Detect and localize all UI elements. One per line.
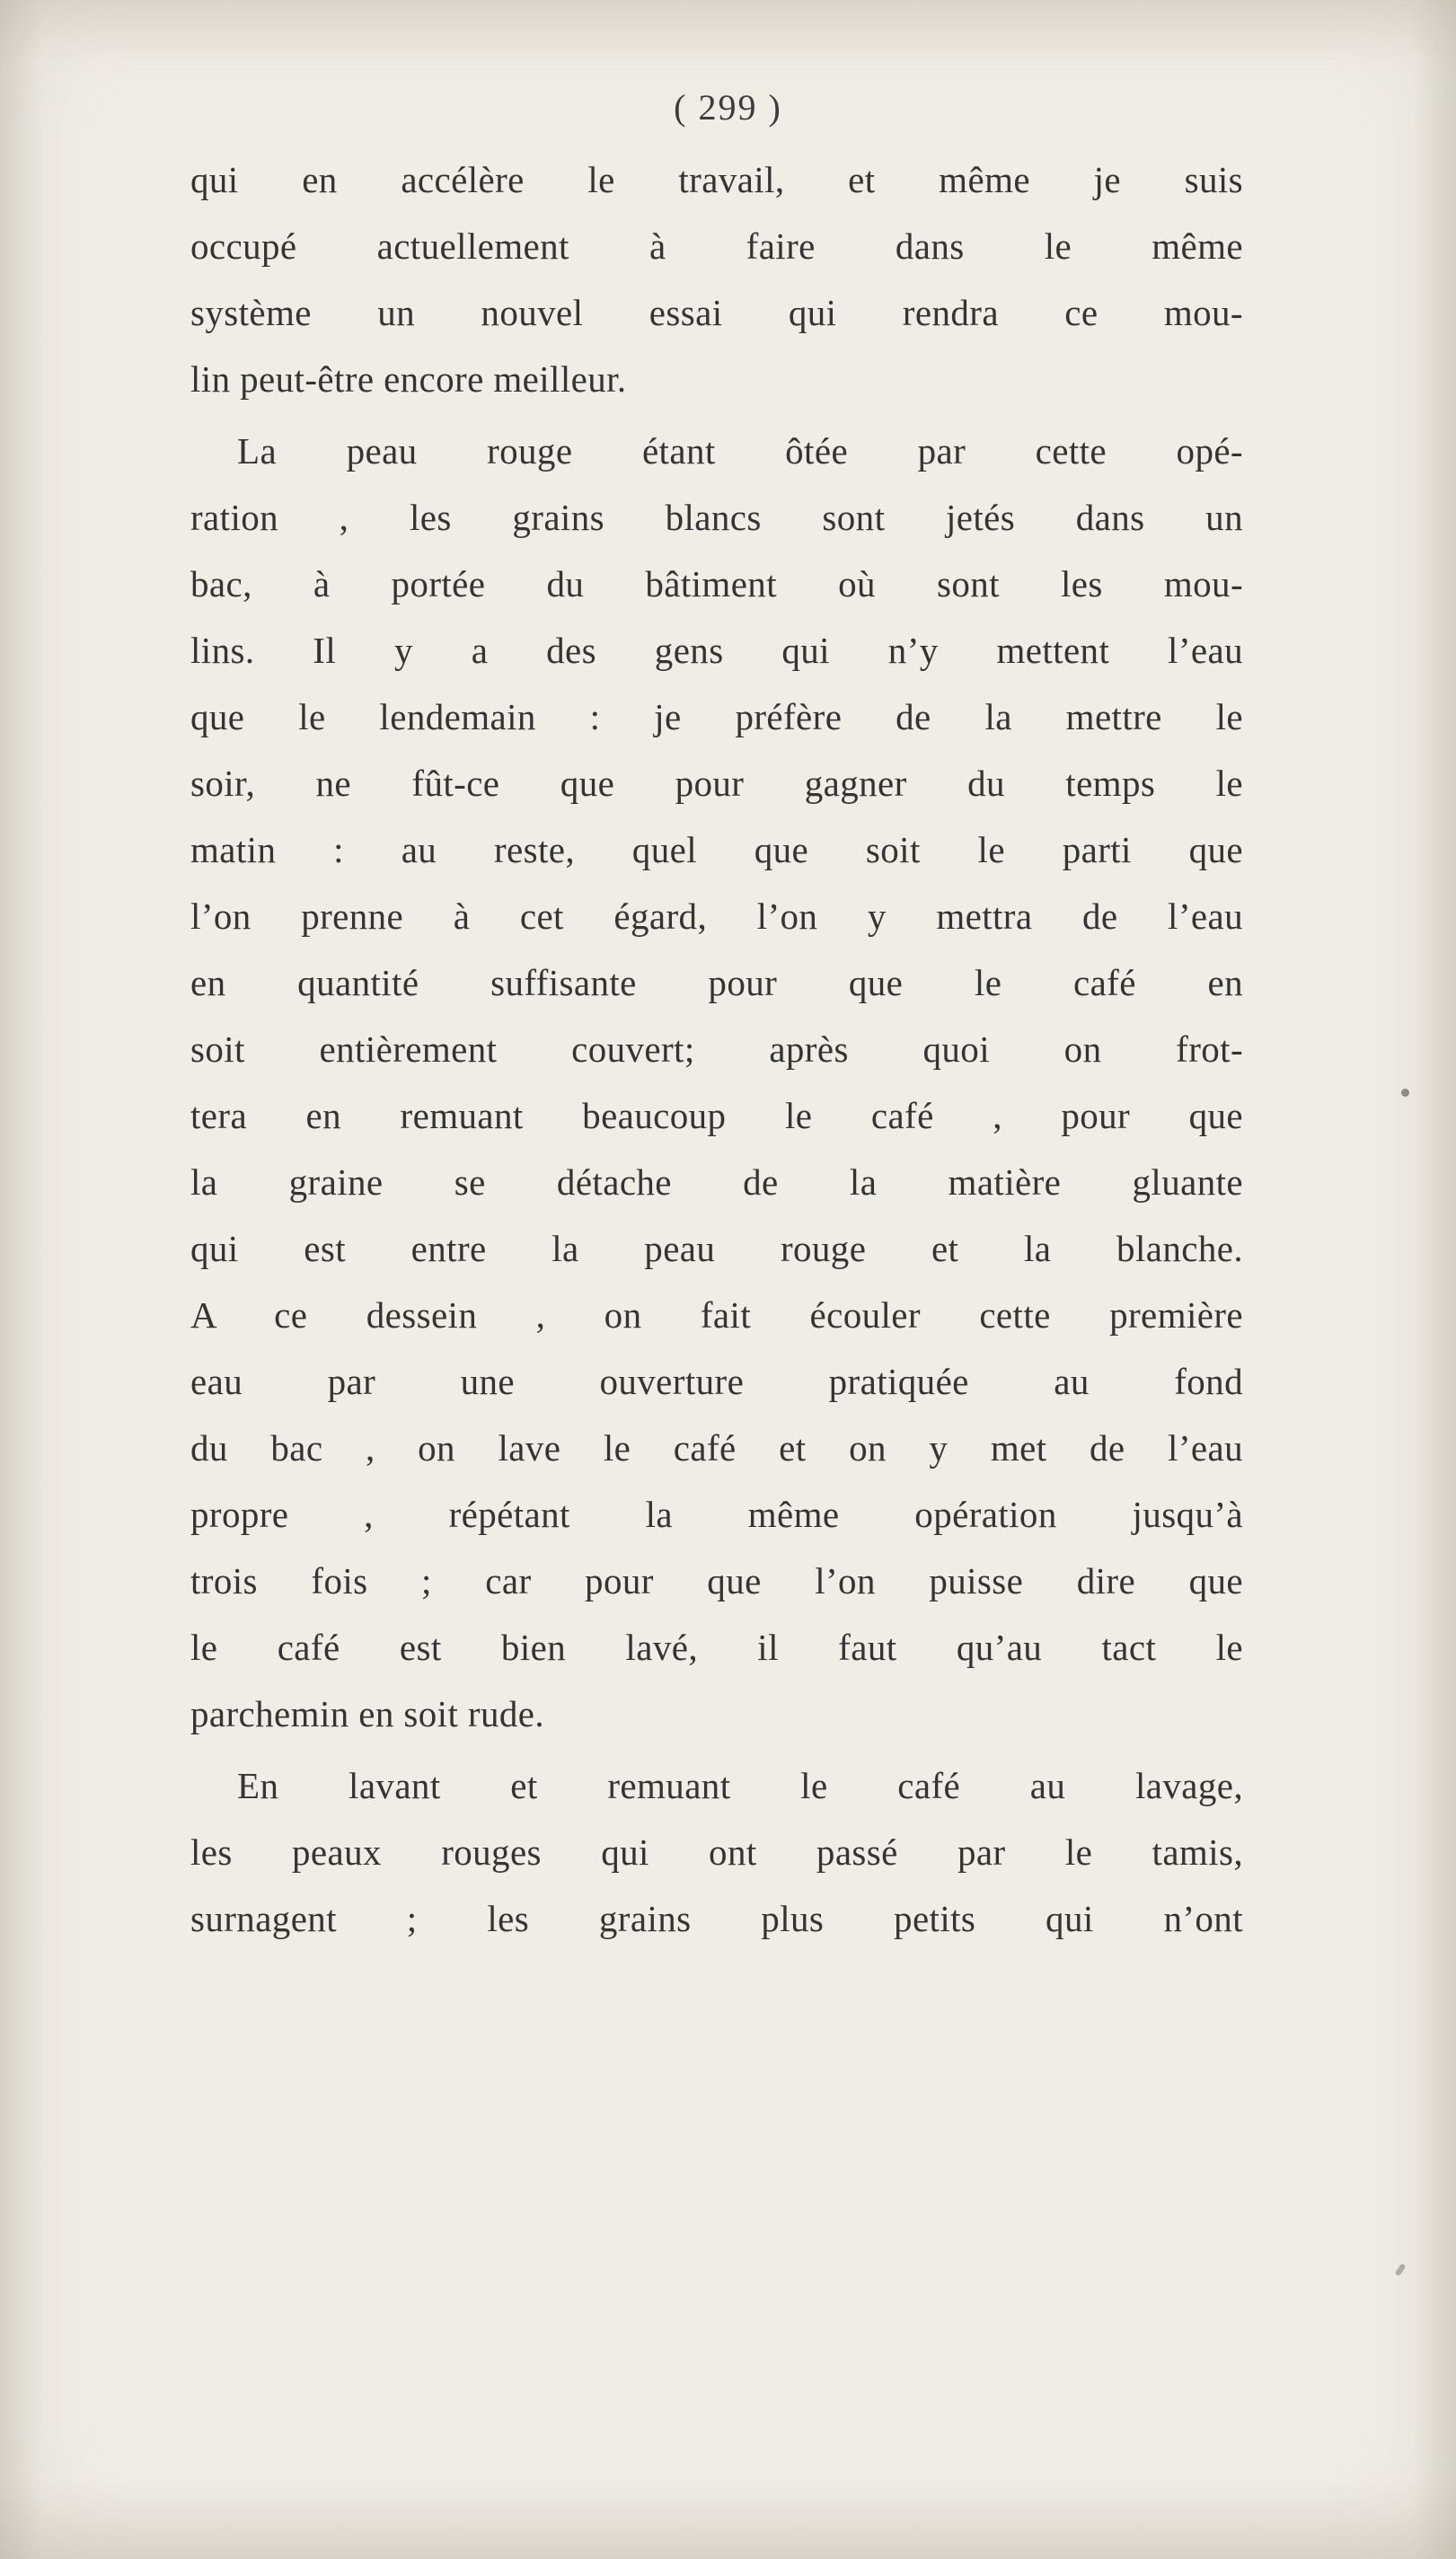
page-number: ( 299 )	[674, 87, 782, 128]
text-line: propre , répétant la même opération jusqu’à	[190, 1494, 1243, 1535]
ink-speck	[1395, 2263, 1407, 2277]
text-line: parchemin en soit rude.	[190, 1693, 545, 1734]
text-line: soit entièrement couvert; après quoi on frot-	[190, 1028, 1243, 1070]
text-line: soir, ne fût-ce que pour gagner du temps le	[190, 763, 1243, 804]
ink-speck	[1401, 1089, 1409, 1097]
paragraph	[190, 146, 1243, 412]
text-line: la graine se détache de la matière gluante	[190, 1161, 1243, 1203]
text-line: eau par une ouverture pratiquée au fond	[190, 1361, 1243, 1402]
text-line: surnagent ; les grains plus petits qui n’ont	[190, 1898, 1243, 1939]
text-line: qui en accélère le travail, et même je suis	[190, 159, 1243, 200]
text-line: lins. Il y a des gens qui n’y mettent l’eau	[190, 630, 1243, 671]
paragraph	[190, 1752, 1243, 1952]
text-line: en quantité suffisante pour que le café en	[190, 962, 1243, 1003]
text-line: bac, à portée du bâtiment où sont les mou-	[190, 563, 1243, 604]
text-line: qui est entre la peau rouge et la blanche.	[190, 1228, 1243, 1269]
text-line: système un nouvel essai qui rendra ce mou-	[190, 292, 1243, 333]
text-line: les peaux rouges qui ont passé par le tamis,	[190, 1831, 1243, 1873]
text-line: le café est bien lavé, il faut qu’au tact le	[190, 1627, 1243, 1668]
text-line: En lavant et remuant le café au lavage,	[237, 1765, 1243, 1806]
text-line: que le lendemain : je préfère de la mettre le	[190, 696, 1243, 737]
text-line: tera en remuant beaucoup le café , pour que	[190, 1095, 1243, 1136]
text-line: du bac , on lave le café et on y met de l’eau	[190, 1427, 1243, 1469]
text-line: lin peut-être encore meilleur.	[190, 358, 627, 400]
text-line: occupé actuellement à faire dans le même	[190, 225, 1243, 267]
body-text	[190, 146, 1243, 1957]
text-line: A ce dessein , on fait écouler cette première	[190, 1294, 1243, 1336]
text-line: trois fois ; car pour que l’on puisse dire que	[190, 1560, 1243, 1602]
text-line: ration , les grains blancs sont jetés dans un	[190, 497, 1243, 538]
text-line: l’on prenne à cet égard, l’on y mettra de l’eau	[190, 896, 1243, 937]
text-line: La peau rouge étant ôtée par cette opé-	[237, 430, 1243, 472]
text-line: matin : au reste, quel que soit le parti que	[190, 829, 1243, 870]
paragraph	[190, 418, 1243, 1747]
